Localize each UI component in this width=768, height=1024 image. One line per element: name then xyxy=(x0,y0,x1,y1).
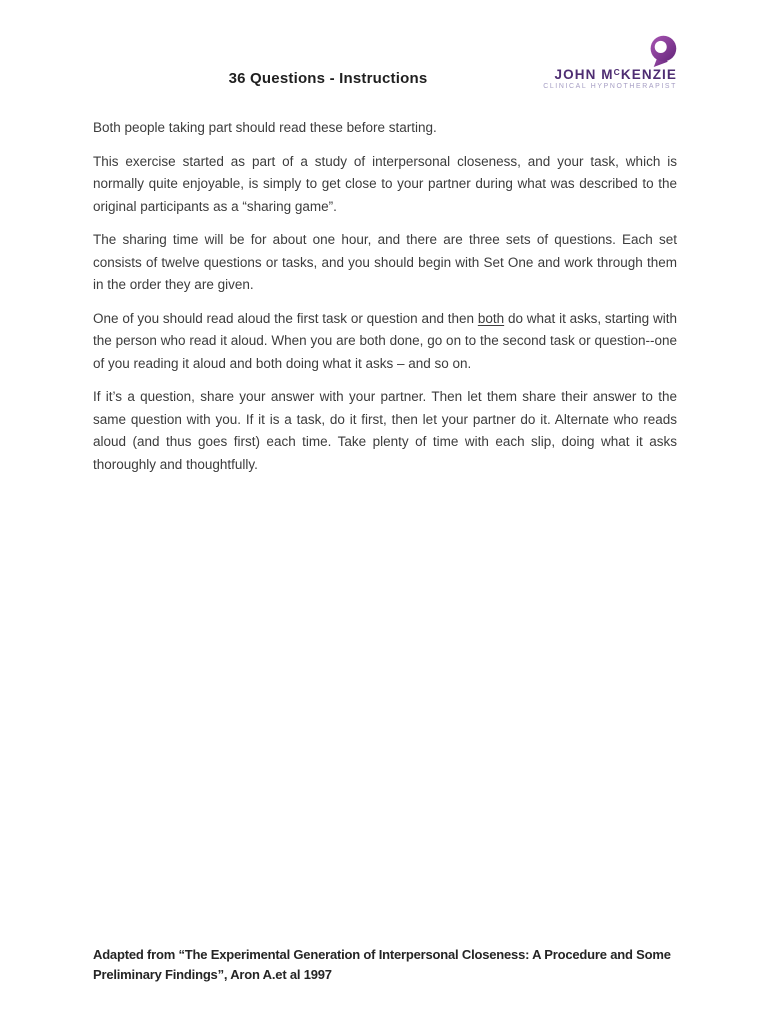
logo-name xyxy=(555,65,677,82)
speech-bubble-icon xyxy=(645,35,678,68)
logo-name-superscript: C xyxy=(613,67,621,77)
paragraph-5: If it’s a question, share your answer with your partner. Then let them share their answer to the same question with you. If it is a task, do it first, then let your partner do it. Alternate who reads aloud (and thus goes first) each time. Take plenty of time with each slip, doing what it asks thoroughly and thoughtfully. xyxy=(93,389,677,472)
citation-line: Adapted from “The Experimental Generation of Interpersonal Closeness: A Procedure and Some xyxy=(93,947,671,962)
logo-subtitle: CLINICAL HYPNOTHERAPIST xyxy=(543,83,677,90)
document-body xyxy=(93,117,677,487)
citation-line: Preliminary Findings”, Aron A.et al 1997 xyxy=(93,967,332,982)
citation xyxy=(93,945,693,985)
paragraph-2: This exercise started as part of a study of interpersonal closeness, and your task, which is normally quite enjoyable, is simply to get close to your partner during what was described to the original participants as a “sharing game”. xyxy=(93,153,677,214)
logo-name-pre: JOHN M xyxy=(554,67,614,82)
logo xyxy=(543,35,677,90)
paragraph-3: The sharing time will be for about one hour, and there are three sets of questions. Each set consists of twelve questions or tasks, and you should begin with Set One and work through them in the order they are given. xyxy=(93,232,677,292)
logo-name-post: KENZIE xyxy=(620,67,677,82)
page-title: 36 Questions - Instructions xyxy=(228,70,428,87)
paragraph-1: Both people taking part should read these before starting. xyxy=(93,120,437,135)
paragraph-4: One of you should read aloud the first task or question and then both do what it asks, starting with the person who read it aloud. When you are both done, go on to the second task or question--one of you reading it aloud and both doing what it asks – and so on. xyxy=(93,310,677,371)
